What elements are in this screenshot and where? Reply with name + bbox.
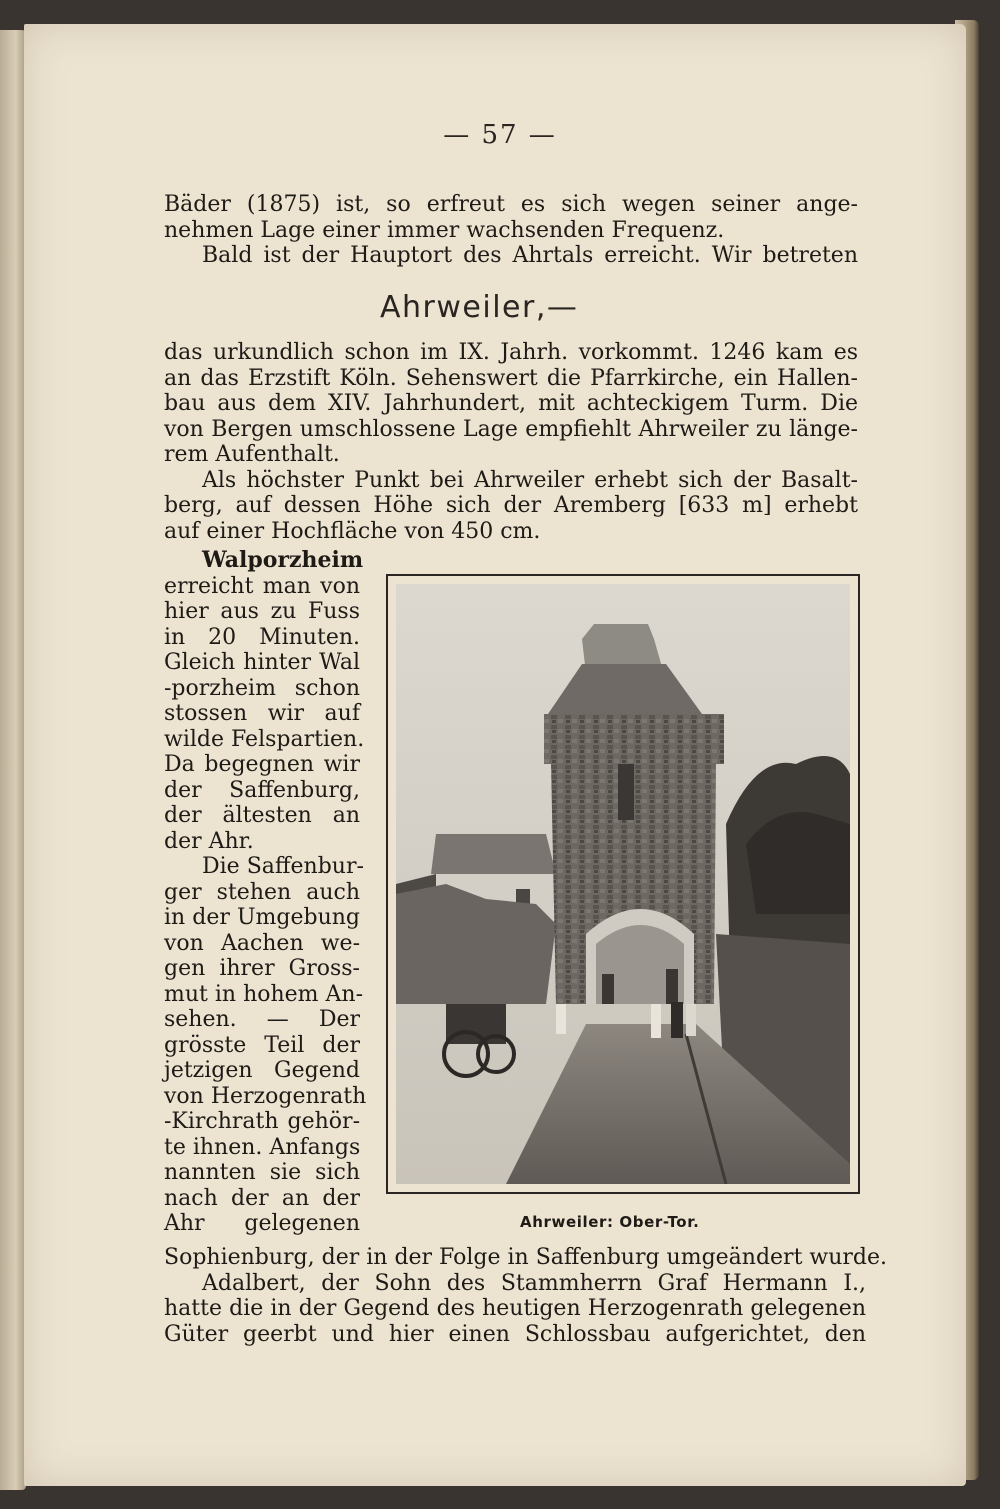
section-heading: Ahrweiler,—: [380, 290, 579, 325]
text-line: Bald ist der Hauptort des Ahrtals erreicht. Wir betreten: [202, 243, 858, 268]
paragraph-ahrweiler: [164, 340, 858, 544]
text-line: Güter geerbt und hier einen Schlossbau aufgerichtet, den: [164, 1321, 866, 1347]
text-line: erreicht man von: [164, 573, 360, 599]
text-line: Adalbert, der Sohn des Stammherrn Graf Hermann I.,: [202, 1270, 866, 1296]
text-line: der ältesten an: [164, 803, 360, 828]
text-line: an das Erzstift Köln. Sehenswert die Pfarrkirche, ein Hallen-: [164, 365, 858, 391]
text-line: sehen. — Der: [164, 1007, 360, 1032]
text-line: bau aus dem XIV. Jahrhundert, mit achteckigem Turm. Die: [164, 391, 858, 416]
side-heading: Walporzheim: [202, 547, 364, 573]
text-line: stossen wir auf: [164, 701, 360, 726]
text-line: gen ihrer Gross-: [164, 956, 360, 981]
text-line: der Saffenburg,: [164, 777, 360, 803]
text-line: ger stehen auch: [164, 879, 360, 905]
photo-caption: Ahrweiler: Ober-Tor.: [520, 1213, 700, 1231]
text-line: hier aus zu Fuss: [164, 599, 360, 624]
text-line: in der Umgebung: [164, 905, 360, 930]
text-line: nannten sie sich: [164, 1160, 360, 1185]
paragraph-bottom: [164, 1245, 888, 1347]
page-number: — 57 —: [443, 120, 557, 150]
text-line: von Herzogenrath: [164, 1083, 367, 1109]
text-line: grösste Teil der: [164, 1032, 360, 1058]
text-line: jetzigen Gegend: [164, 1058, 360, 1083]
text-line: von Bergen umschlossene Lage empfiehlt Ahrweiler zu länge-: [164, 416, 858, 442]
text-line: auf einer Hochfläche von 450 cm.: [164, 518, 541, 544]
text-line: Bäder (1875) ist, so erfreut es sich wegen seiner ange-: [164, 192, 858, 217]
text-line: der Ahr.: [164, 828, 254, 854]
text-line: mut in hohem An-: [164, 981, 364, 1007]
tower-photograph: [396, 584, 850, 1184]
text-line: -porzheim schon: [164, 675, 360, 701]
text-line: Da begegnen wir: [164, 752, 360, 777]
text-line: Die Saffenbur-: [202, 854, 364, 879]
text-line: von Aachen we-: [164, 930, 360, 956]
text-line: Als höchster Punkt bei Ahrweiler erhebt sich der Basalt-: [202, 467, 858, 493]
text-line: Sophienburg, der in der Folge in Saffenburg umgeändert wurde.: [164, 1245, 888, 1270]
photo-frame: [386, 574, 860, 1194]
text-line: rem Aufenthalt.: [164, 442, 340, 467]
text-line: nach der an der: [164, 1185, 360, 1211]
text-line: nehmen Lage einer immer wachsenden Frequenz.: [164, 217, 725, 243]
paragraph-intro: [164, 192, 858, 269]
text-line: Ahr gelegenen: [164, 1211, 360, 1236]
text-line: berg, auf dessen Höhe sich der Aremberg [633 m] erhebt: [164, 493, 858, 518]
left-page-edge: [0, 30, 26, 1490]
side-column: [164, 547, 367, 1237]
text-line: te ihnen. Anfangs: [164, 1134, 361, 1160]
text-line: wilde Felspartien.: [164, 726, 365, 752]
text-line: hatte die in der Gegend des heutigen Herzogenrath gelegenen: [164, 1296, 866, 1321]
text-line: Gleich hinter Wal: [164, 650, 360, 675]
text-line: -Kirchrath gehör-: [164, 1109, 360, 1134]
text-line: in 20 Minuten.: [164, 624, 360, 650]
text-line: das urkundlich schon im IX. Jahrh. vorkommt. 1246 kam es: [164, 340, 858, 365]
